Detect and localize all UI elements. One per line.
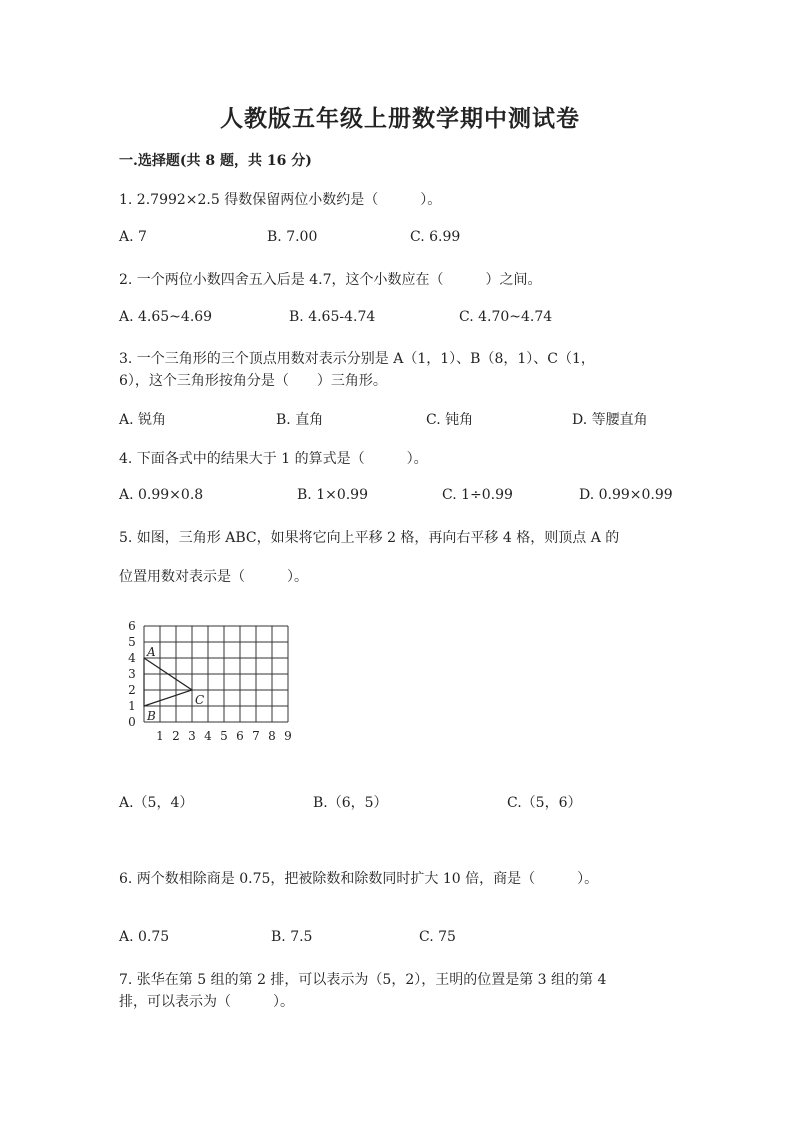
- x-tick-label: 1: [156, 729, 164, 743]
- q5-option-b: B.（6，5）: [313, 795, 388, 811]
- question-1-text: 1. 2.7992×2.5 得数保留两位小数约是（ ）。: [119, 192, 442, 208]
- q5-option-a: A.（5，4）: [119, 795, 194, 811]
- x-tick-label: 3: [188, 729, 196, 743]
- question-6-text: 6. 两个数相除商是 0.75，把被除数和除数同时扩大 10 倍，商是（ ）。: [119, 871, 599, 887]
- q1-option-a: A. 7: [119, 229, 147, 245]
- coordinate-grid-figure: [126, 616, 306, 746]
- y-tick-label: 0: [128, 715, 136, 729]
- x-axis-labels: [156, 729, 292, 743]
- q4-option-a: A. 0.99×0.8: [119, 487, 204, 503]
- x-tick-label: 9: [284, 729, 292, 743]
- point-b-label: B: [147, 709, 156, 723]
- y-tick-label: 4: [128, 651, 136, 665]
- q5-option-c: C.（5，6）: [507, 795, 582, 811]
- x-tick-label: 5: [220, 729, 228, 743]
- q1-option-c: C. 6.99: [410, 229, 461, 245]
- q2-option-a: A. 4.65~4.69: [119, 309, 213, 325]
- q3-option-b: B. 直角: [276, 412, 324, 428]
- q6-option-c: C. 75: [419, 929, 456, 945]
- y-tick-label: 6: [128, 619, 136, 633]
- question-3-text-line1: 3. 一个三角形的三个顶点用数对表示分别是 A（1，1）、B（8，1）、C（1，: [119, 351, 595, 367]
- q3-option-d: D. 等腰直角: [572, 412, 648, 428]
- x-tick-label: 2: [172, 729, 180, 743]
- question-2-text: 2. 一个两位小数四舍五入后是 4.7，这个小数应在（ ）之间。: [119, 272, 542, 288]
- q6-option-a: A. 0.75: [119, 929, 170, 945]
- point-a-label: A: [147, 645, 156, 659]
- triangle-abc: [144, 658, 192, 706]
- q3-option-c: C. 钝角: [426, 412, 474, 428]
- question-7-text-line1: 7. 张华在第 5 组的第 2 排，可以表示为（5，2），王明的位置是第 3 组的第 4: [119, 972, 607, 988]
- x-tick-label: 4: [204, 729, 212, 743]
- y-tick-label: 2: [128, 683, 136, 697]
- y-axis-labels: [128, 619, 136, 729]
- section-heading: 一.选择题(共 8 题，共 16 分): [119, 153, 312, 169]
- grid-lines: [144, 626, 288, 722]
- x-tick-label: 6: [236, 729, 244, 743]
- question-5-text-line2: 位置用数对表示是（ ）。: [119, 569, 308, 585]
- q2-option-b: B. 4.65-4.74: [289, 309, 376, 325]
- point-c-label: C: [195, 693, 205, 707]
- q6-option-b: B. 7.5: [271, 929, 313, 945]
- q1-option-b: B. 7.00: [267, 229, 318, 245]
- q4-option-b: B. 1×0.99: [297, 487, 368, 503]
- y-tick-label: 1: [128, 699, 136, 713]
- question-5-text-line1: 5. 如图，三角形 ABC，如果将它向上平移 2 格，再向右平移 4 格，则顶点 A 的: [119, 530, 620, 546]
- page-title: 人教版五年级上册数学期中测试卷: [220, 105, 580, 132]
- question-4-text: 4. 下面各式中的结果大于 1 的算式是（ ）。: [119, 451, 428, 467]
- y-tick-label: 5: [128, 635, 136, 649]
- question-7-text-line2: 排，可以表示为（ ）。: [119, 994, 294, 1010]
- x-tick-label: 8: [268, 729, 276, 743]
- q4-option-d: D. 0.99×0.99: [579, 487, 673, 503]
- question-3-text-line2: 6），这个三角形按角分是（ ）三角形。: [119, 373, 387, 389]
- x-tick-label: 7: [252, 729, 260, 743]
- q4-option-c: C. 1÷0.99: [442, 487, 513, 503]
- y-tick-label: 3: [128, 667, 136, 681]
- q2-option-c: C. 4.70~4.74: [459, 309, 553, 325]
- q3-option-a: A. 锐角: [119, 412, 167, 428]
